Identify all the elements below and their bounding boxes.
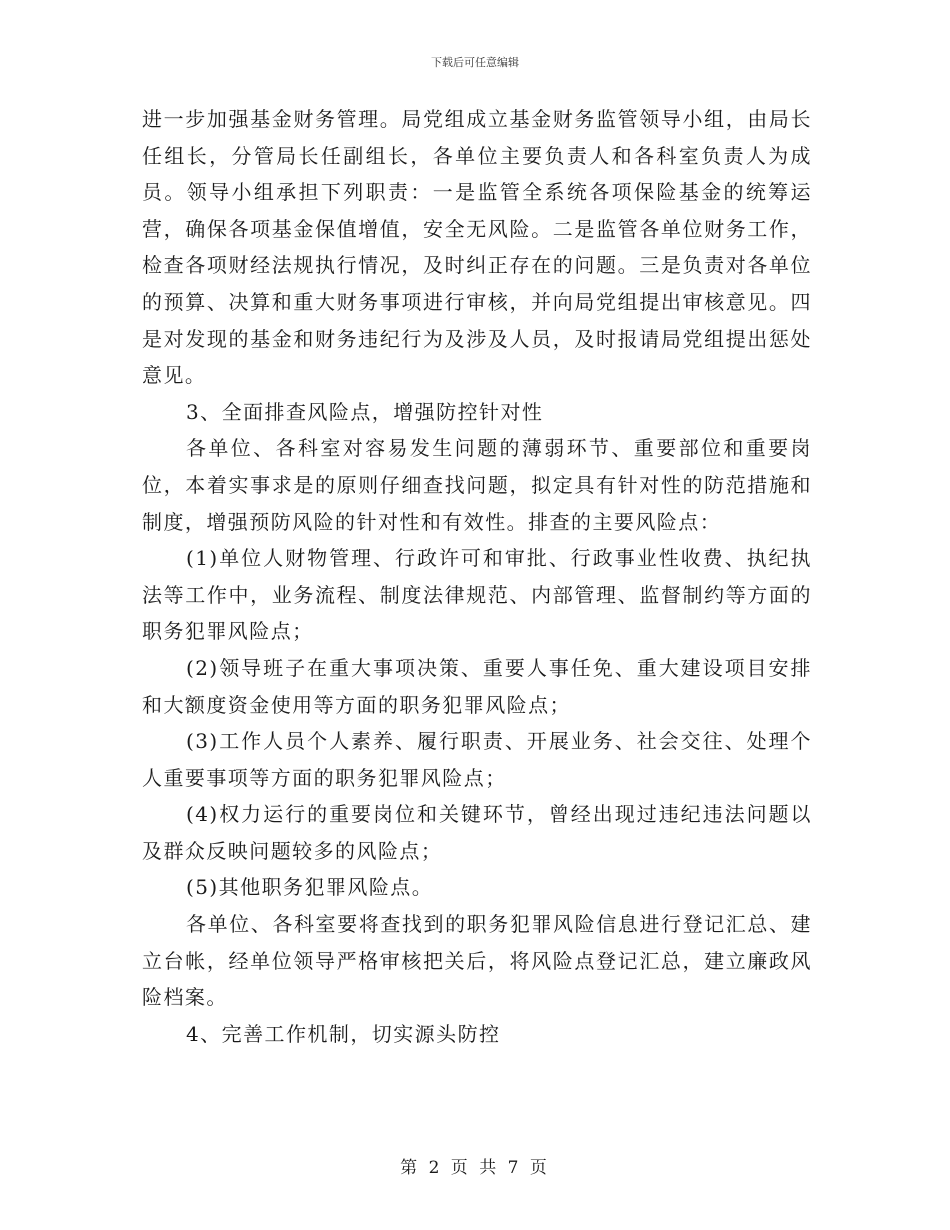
section-heading-4: 4、完善工作机制，切实源头防控 — [186, 1021, 501, 1046]
list-item-risk-4: (4)权力运行的重要岗位和关键环节，曾经出现过违纪违法问题以及群众反映问题较多的风险点； — [142, 802, 812, 863]
list-item-risk-3: (3)工作人员个人素养、履行职责、开展业务、社会交往、处理个人重要事项等方面的职务犯罪风险点； — [142, 729, 812, 790]
paragraph-fund-management: 进一步加强基金财务管理。局党组成立基金财务监管领导小组，由局长任组长，分管局长任副组长，各单位主要负责人和各科室负责人为成员。领导小组承担下列职责：一是监管全系统各项保险基金的统筹运营，确保各项基金保值增值，安全无风险。二是监管各单位财务工作，检查各项财经法规执行情况，及时纠正存在的问题。三是负责对各单位的预算、决算和重大财务事项进行审核，并向局党组提出审核意见。四是对发现的基金和财务违纪行为及涉及人员，及时报请局党组提出惩处意见。 — [142, 107, 812, 388]
list-item-risk-5: (5)其他职务犯罪风险点。 — [186, 875, 434, 900]
list-item-risk-1: (1)单位人财物管理、行政许可和审批、行政事业性收费、执纪执法等工作中，业务流程、制度法律规范、内部管理、监督制约等方面的职务犯罪风险点； — [142, 546, 812, 644]
paragraph-risk-check: 各单位、各科室对容易发生问题的薄弱环节、重要部位和重要岗位，本着实事求是的原则仔细查找问题，拟定具有针对性的防范措施和制度，增强预防风险的针对性和有效性。排查的主要风险点： — [142, 436, 812, 534]
header-note: 下载后可任意编辑 — [431, 56, 519, 69]
page-number: 第 2 页 共 7 页 — [400, 1158, 550, 1178]
list-item-risk-2: (2)领导班子在重大事项决策、重要人事任免、重大建设项目安排和大额度资金使用等方面的职务犯罪风险点； — [142, 655, 812, 717]
document-body — [142, 101, 812, 1052]
paragraph-risk-archive: 各单位、各科室要将查找到的职务犯罪风险信息进行登记汇总、建立台帐，经单位领导严格审核把关后，将风险点登记汇总，建立廉政风险档案。 — [142, 912, 812, 1010]
section-heading-3: 3、全面排查风险点，增强防控针对性 — [186, 399, 544, 424]
